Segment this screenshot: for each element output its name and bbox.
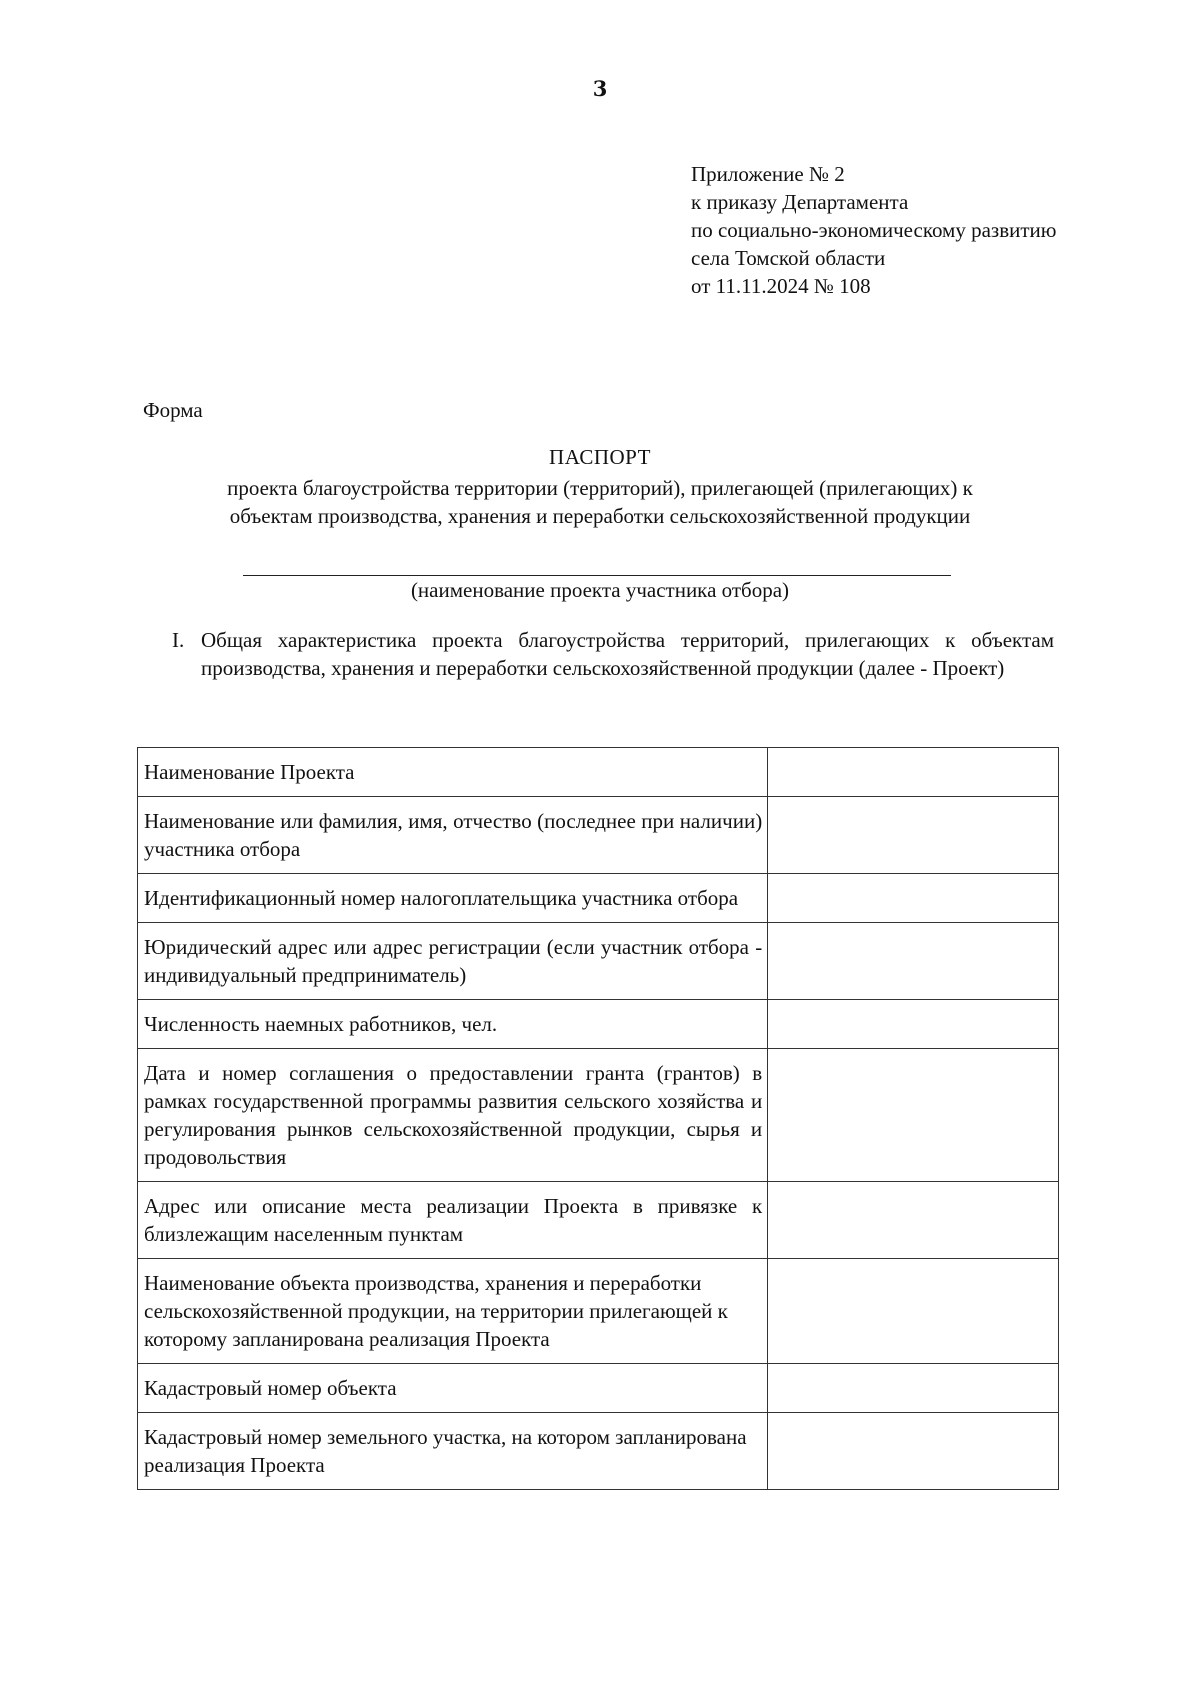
- passport-table: [137, 747, 1059, 1490]
- section-heading: [172, 626, 1054, 682]
- appendix-block: [691, 160, 1056, 300]
- appendix-line: по социально-экономическому развитию: [691, 218, 1057, 242]
- row-value[interactable]: [768, 1049, 1059, 1182]
- document-subtitle: [120, 474, 1080, 530]
- row-label: Кадастровый номер земельного участка, на котором запланирована реализация Проекта: [138, 1413, 768, 1490]
- row-label: Дата и номер соглашения о предоставлении гранта (грантов) в рамках государственной программы развития сельского хозяйства и регулирования рынков сельскохозяйственной продукции, сырья и продовольствия: [138, 1049, 768, 1182]
- table-row: [138, 874, 1059, 923]
- table-row: [138, 1000, 1059, 1049]
- project-name-caption: (наименование проекта участника отбора): [410, 578, 790, 602]
- subtitle-line: проекта благоустройства территории (территорий), прилегающей (прилегающих) к: [227, 476, 973, 500]
- row-value[interactable]: [768, 1182, 1059, 1259]
- table-row: [138, 1413, 1059, 1490]
- document-title: ПАСПОРТ: [549, 445, 651, 469]
- appendix-line: Приложение № 2: [691, 162, 845, 186]
- row-value[interactable]: [768, 797, 1059, 874]
- row-label: Численность наемных работников, чел.: [138, 1000, 768, 1049]
- row-label: Адрес или описание места реализации Проекта в привязке к близлежащим населенным пунктам: [138, 1182, 768, 1259]
- row-value[interactable]: [768, 1000, 1059, 1049]
- table-row: [138, 1364, 1059, 1413]
- table-row: [138, 923, 1059, 1000]
- appendix-line: от 11.11.2024 № 108: [691, 274, 871, 298]
- row-value[interactable]: [768, 1413, 1059, 1490]
- table-row: [138, 1259, 1059, 1364]
- project-name-line: [243, 575, 951, 576]
- row-label: Наименование или фамилия, имя, отчество (последнее при наличии) участника отбора: [138, 797, 768, 874]
- table-row: [138, 1049, 1059, 1182]
- row-label: Идентификационный номер налогоплательщика участника отбора: [138, 874, 768, 923]
- row-label: Наименование Проекта: [138, 748, 768, 797]
- table-row: [138, 1182, 1059, 1259]
- appendix-line: к приказу Департамента: [691, 190, 909, 214]
- form-label: Форма: [143, 398, 203, 422]
- page-number: 3: [592, 76, 608, 101]
- row-label: Кадастровый номер объекта: [138, 1364, 768, 1413]
- section-text: Общая характеристика проекта благоустройства территорий, прилегающих к объектам производства, хранения и переработки сельскохозяйственной продукции (далее - Проект): [201, 628, 1054, 680]
- row-value[interactable]: [768, 1259, 1059, 1364]
- table-row: [138, 748, 1059, 797]
- section-number: I.: [172, 628, 185, 652]
- row-label: Юридический адрес или адрес регистрации (если участник отбора - индивидуальный предприниматель): [138, 923, 768, 1000]
- subtitle-line: объектам производства, хранения и переработки сельскохозяйственной продукции: [229, 504, 971, 528]
- row-value[interactable]: [768, 748, 1059, 797]
- table-row: [138, 797, 1059, 874]
- row-value[interactable]: [768, 874, 1059, 923]
- row-value[interactable]: [768, 923, 1059, 1000]
- appendix-line: села Томской области: [691, 246, 886, 270]
- row-label: Наименование объекта производства, хранения и переработки сельскохозяйственной продукции, на территории прилегающей к которому запланирована реализация Проекта: [138, 1259, 768, 1364]
- row-value[interactable]: [768, 1364, 1059, 1413]
